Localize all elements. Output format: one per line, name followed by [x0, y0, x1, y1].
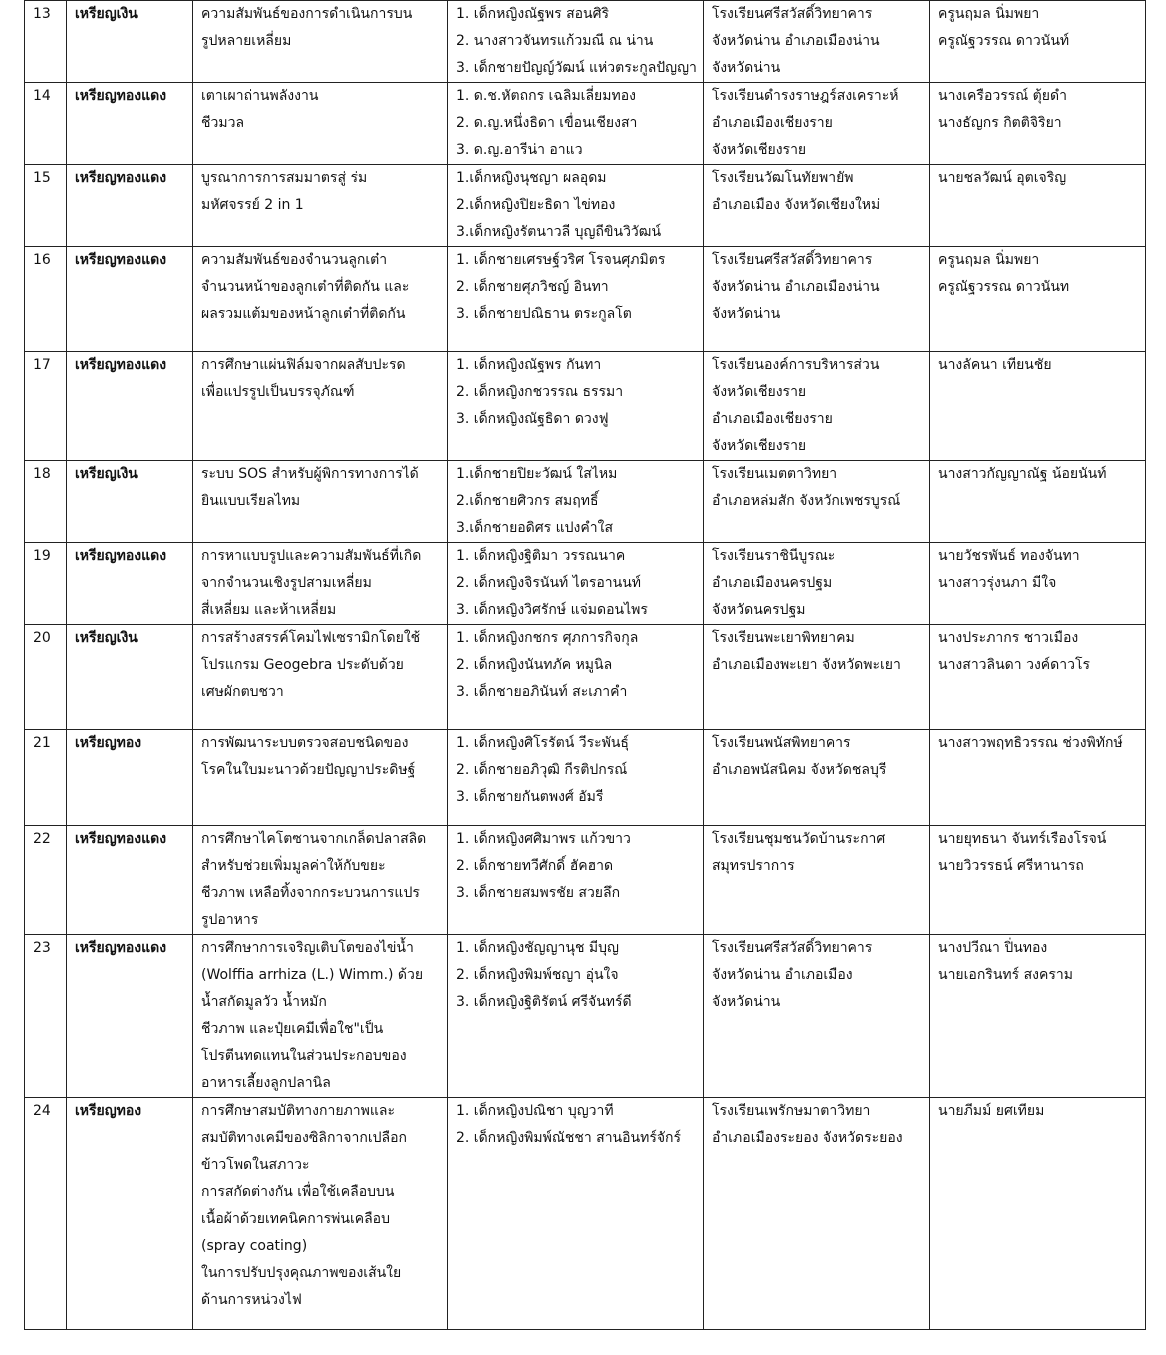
advisor-names-line: นางปวีณา ปิ่นทอง: [938, 940, 1048, 956]
project-title-line: ยินแบบเรียลไทม: [201, 493, 301, 509]
table-row: [25, 826, 1146, 935]
school-name-line: อำเภอเมือง จังหวัดเชียงใหม่: [712, 197, 881, 213]
row-number: 16: [25, 247, 67, 352]
project-title: [193, 352, 448, 461]
advisor-names: [930, 461, 1146, 543]
advisor-names-line: นางเครือวรรณ์ ตุ้ยดำ: [938, 88, 1067, 104]
advisor-names: [930, 543, 1146, 625]
advisor-names: [930, 1, 1146, 83]
student-names-line: 2. เด็กหญิงพิมพ์ชญา อุ่นใจ: [456, 967, 619, 983]
project-title-line: จำนวนหน้าของลูกเต๋าที่ติดกัน และ: [201, 279, 410, 295]
school-name-line: โรงเรียนวัฒโนทัยพายัพ: [712, 170, 854, 186]
project-title-line: ชีวภาพ เหลือทิ้งจากกระบวนการแปร: [201, 885, 420, 901]
school-name: [704, 83, 930, 165]
project-title-line: (spray coating): [201, 1238, 308, 1254]
table-row: [25, 165, 1146, 247]
advisor-names-line: นายภีมม์ ยศเทียม: [938, 1103, 1045, 1119]
row-number: 13: [25, 1, 67, 83]
student-names-line: 2. เด็กหญิงกชวรรณ ธรรมา: [456, 384, 624, 400]
student-names-line: 1. เด็กหญิงปณิชา บุญวาที: [456, 1103, 614, 1119]
student-names: [448, 935, 704, 1098]
project-title: [193, 625, 448, 730]
project-title-line: ชีวภาพ และปุ๋ยเคมีเพื่อใช"เป็น: [201, 1021, 384, 1037]
advisor-names: [930, 730, 1146, 826]
project-title-line: โรคในใบมะนาวด้วยปัญญาประดิษฐ์: [201, 762, 416, 778]
student-names: [448, 1098, 704, 1330]
project-title-line: โปรตีนทดแทนในส่วนประกอบของ: [201, 1048, 407, 1064]
school-name-line: โรงเรียนราชินีบูรณะ: [712, 548, 836, 564]
school-name: [704, 352, 930, 461]
school-name-line: โรงเรียนเพรักษมาตาวิทยา: [712, 1103, 871, 1119]
school-name-line: โรงเรียนศรีสวัสดิ์วิทยาคาร: [712, 252, 873, 268]
project-title-line: รูปหลายเหลี่ยม: [201, 33, 292, 49]
awards-table-body: [25, 1, 1146, 1330]
school-name-line: อำเภอเมืองนครปฐม: [712, 575, 833, 591]
medal-award: เหรียญทองแดง: [67, 935, 193, 1098]
advisor-names-line: นายวัชรพันธ์ ทองจันทา: [938, 548, 1080, 564]
row-number: 20: [25, 625, 67, 730]
student-names-line: 1. ด.ช.หัตถกร เฉลิมเลี่ยมทอง: [456, 88, 636, 104]
advisor-names-line: นายชลวัฒน์ อุตเจริญ: [938, 170, 1067, 186]
medal-award: เหรียญเงิน: [67, 625, 193, 730]
table-row: [25, 935, 1146, 1098]
school-name-line: โรงเรียนพนัสพิทยาคาร: [712, 735, 851, 751]
project-title-line: การสร้างสรรค์โคมไฟเซรามิกโดยใช้: [201, 630, 421, 646]
row-number: 24: [25, 1098, 67, 1330]
student-names: [448, 1, 704, 83]
project-title-line: ข้าวโพดในสภาวะ: [201, 1157, 310, 1173]
project-title-line: การศึกษาสมบัติทางกายภาพและ: [201, 1103, 395, 1119]
advisor-names-line: นางสาวลินดา วงค์ดาวโร: [938, 657, 1091, 673]
project-title-line: เศษผักตบชวา: [201, 684, 284, 700]
student-names-line: 1. เด็กชายเศรษฐ์วริศ โรจนศุภมิตร: [456, 252, 666, 268]
advisor-names: [930, 165, 1146, 247]
school-name-line: จังหวัดเชียงราย: [712, 142, 807, 158]
student-names-line: 2. นางสาวจันทรแก้วมณี ณ น่าน: [456, 33, 654, 49]
table-row: [25, 730, 1146, 826]
project-title-line: ผลรวมแต้มของหน้าลูกเต๋าที่ติดกัน: [201, 306, 406, 322]
advisor-names-line: ครูนฤมล นิ่มพยา: [938, 6, 1040, 22]
row-number: 19: [25, 543, 67, 625]
school-name-line: อำเภอเมืองเชียงราย: [712, 411, 833, 427]
table-row: [25, 83, 1146, 165]
school-name-line: โรงเรียนชุมชนวัดบ้านระกาศ: [712, 831, 886, 847]
advisor-names-line: นางลัคนา เทียนชัย: [938, 357, 1052, 373]
project-title-line: ด้านการหน่วงไฟ: [201, 1292, 302, 1308]
project-title-line: เตาเผาถ่านพลังงาน: [201, 88, 319, 104]
school-name: [704, 247, 930, 352]
advisor-names: [930, 1098, 1146, 1330]
school-name-line: จังหวัดนครปฐม: [712, 602, 806, 618]
student-names-line: 3. เด็กชายสมพรชัย สวยลึก: [456, 885, 621, 901]
student-names: [448, 247, 704, 352]
school-name: [704, 165, 930, 247]
project-title: [193, 165, 448, 247]
student-names-line: 3. เด็กชายปณิธาน ตระกูลโต: [456, 306, 632, 322]
row-number: 22: [25, 826, 67, 935]
student-names-line: 3.เด็กชายอดิศร แปงคำใส: [456, 520, 613, 536]
row-number: 23: [25, 935, 67, 1098]
school-name-line: อำเภอพนัสนิคม จังหวัดชลบุรี: [712, 762, 887, 778]
project-title-line: การพัฒนาระบบตรวจสอบชนิดของ: [201, 735, 409, 751]
medal-award: เหรียญเงิน: [67, 1, 193, 83]
student-names-line: 1. เด็กหญิงณัฐพร สอนศิริ: [456, 6, 609, 22]
advisor-names: [930, 625, 1146, 730]
student-names-line: 3. เด็กหญิงวิศรักษ์ แจ่มดอนไพร: [456, 602, 648, 618]
student-names-line: 1. เด็กหญิงศิโรรัตน์ วีระพันธุ์: [456, 735, 629, 751]
row-number: 17: [25, 352, 67, 461]
student-names-line: 1.เด็กหญิงนุชญา ผลอุดม: [456, 170, 607, 186]
student-names-line: 2. เด็กหญิงจิรนันท์ ไตรอานนท์: [456, 575, 641, 591]
medal-award: เหรียญทอง: [67, 730, 193, 826]
medal-award: เหรียญทองแดง: [67, 352, 193, 461]
project-title-line: ในการปรับปรุงคุณภาพของเส้นใย: [201, 1265, 402, 1281]
table-row: [25, 625, 1146, 730]
school-name: [704, 935, 930, 1098]
school-name-line: อำเภอเมืองระยอง จังหวัดระยอง: [712, 1130, 903, 1146]
school-name-line: โรงเรียนดำรงราษฎร์สงเคราะห์: [712, 88, 899, 104]
project-title: [193, 935, 448, 1098]
project-title: [193, 1098, 448, 1330]
medal-award: เหรียญเงิน: [67, 461, 193, 543]
student-names-line: 2.เด็กหญิงปิยะธิดา ไข่ทอง: [456, 197, 616, 213]
school-name: [704, 1, 930, 83]
school-name-line: จังหวัดน่าน อำเภอเมืองน่าน: [712, 33, 880, 49]
school-name-line: จังหวัดน่าน: [712, 60, 781, 76]
school-name: [704, 1098, 930, 1330]
school-name-line: โรงเรียนองค์การบริหารส่วน: [712, 357, 880, 373]
school-name-line: จังหวัดน่าน อำเภอเมือง: [712, 967, 853, 983]
medal-award: เหรียญทองแดง: [67, 83, 193, 165]
advisor-names-line: นายยุทธนา จันทร์เรืองโรจน์: [938, 831, 1107, 847]
school-name-line: จังหวัดเชียงราย: [712, 438, 807, 454]
student-names-line: 1. เด็กหญิงณัฐพร กันทา: [456, 357, 602, 373]
student-names: [448, 826, 704, 935]
advisor-names: [930, 826, 1146, 935]
project-title-line: รูปอาหาร: [201, 912, 259, 928]
advisor-names-line: นางสาวรุ่งนภา มีใจ: [938, 575, 1057, 591]
advisor-names: [930, 247, 1146, 352]
project-title: [193, 1, 448, 83]
project-title-line: (Wolffia arrhiza (L.) Wimm.) ด้วย: [201, 967, 424, 983]
student-names-line: 3. เด็กหญิงฐิติรัตน์ ศรีจันทร์ดี: [456, 994, 632, 1010]
medal-award: เหรียญทองแดง: [67, 543, 193, 625]
student-names: [448, 165, 704, 247]
project-title-line: เพื่อแปรรูปเป็นบรรจุภัณฑ์: [201, 384, 355, 400]
table-row: [25, 461, 1146, 543]
project-title-line: โปรแกรม Geogebra ประดับด้วย: [201, 657, 404, 673]
advisor-names-line: ครูณัฐวรรณ ดาวนันท์: [938, 33, 1070, 49]
school-name: [704, 461, 930, 543]
student-names-line: 3. เด็กหญิงณัฐธิดา ดวงฟู: [456, 411, 609, 427]
student-names-line: 2. เด็กชายศุภวิชญ์ อินทา: [456, 279, 609, 295]
school-name-line: จังหวัดน่าน: [712, 994, 781, 1010]
project-title-line: ความสัมพันธ์ของการดำเนินการบน: [201, 6, 413, 22]
row-number: 18: [25, 461, 67, 543]
student-names-line: 2. เด็กชายทวีศักดิ์ ฮัคฮาด: [456, 858, 614, 874]
medal-award: เหรียญทองแดง: [67, 165, 193, 247]
awards-table: [24, 0, 1146, 1330]
student-names-line: 3.เด็กหญิงรัตนาวลี บุญถีขินวิวัฒน์: [456, 224, 662, 240]
student-names: [448, 730, 704, 826]
student-names: [448, 543, 704, 625]
advisor-names: [930, 83, 1146, 165]
student-names-line: 1. เด็กหญิงศศิมาพร แก้วขาว: [456, 831, 631, 847]
school-name-line: อำเภอหล่มสัก จังหวักเพชรบูรณ์: [712, 493, 901, 509]
project-title-line: เนื้อผ้าด้วยเทคนิคการพ่นเคลือบ: [201, 1211, 390, 1227]
advisor-names-line: นางประภากร ชาวเมือง: [938, 630, 1079, 646]
student-names-line: 1. เด็กหญิงกชกร ศุภการกิจกุล: [456, 630, 639, 646]
project-title-line: น้ำสกัดมูลวัว น้ำหมัก: [201, 994, 327, 1010]
row-number: 21: [25, 730, 67, 826]
school-name-line: จังหวัดน่าน อำเภอเมืองน่าน: [712, 279, 880, 295]
student-names-line: 3. ด.ญ.อารีน่า อาแว: [456, 142, 583, 158]
student-names: [448, 461, 704, 543]
student-names-line: 3. เด็กชายปัญญ์วัฒน์ แห่วตระกูลปัญญา: [456, 60, 697, 76]
student-names-line: 2. เด็กชายอภิวุฒิ กีรติปกรณ์: [456, 762, 628, 778]
table-row: [25, 1, 1146, 83]
row-number: 15: [25, 165, 67, 247]
student-names-line: 2. ด.ญ.หนึ่งธิดา เขื่อนเชียงสา: [456, 115, 638, 131]
project-title-line: การศึกษาไคโตซานจากเกล็ดปลาสลิด: [201, 831, 427, 847]
student-names-line: 1. เด็กหญิงฐิติมา วรรณนาค: [456, 548, 626, 564]
project-title: [193, 826, 448, 935]
project-title: [193, 730, 448, 826]
medal-award: เหรียญทองแดง: [67, 247, 193, 352]
student-names: [448, 83, 704, 165]
student-names-line: 1. เด็กหญิงชัญญานุช มีบุญ: [456, 940, 619, 956]
advisor-names: [930, 352, 1146, 461]
student-names-line: 2.เด็กชายศิวกร สมฤทธิ์: [456, 493, 599, 509]
student-names: [448, 625, 704, 730]
student-names-line: 2. เด็กหญิงพิมพ์ณัชชา สานอินทร์จักร์: [456, 1130, 682, 1146]
project-title-line: ความสัมพันธ์ของจำนวนลูกเต๋า: [201, 252, 388, 268]
table-row: [25, 543, 1146, 625]
row-number: 14: [25, 83, 67, 165]
project-title-line: การศึกษาการเจริญเติบโตของไข่น้ำ: [201, 940, 414, 956]
project-title-line: จากจำนวนเชิงรูปสามเหลี่ยม: [201, 575, 372, 591]
advisor-names-line: นายเอกรินทร์ สงคราม: [938, 967, 1073, 983]
project-title: [193, 543, 448, 625]
school-name-line: อำเภอเมืองพะเยา จังหวัดพะเยา: [712, 657, 901, 673]
project-title-line: ชีวมวล: [201, 115, 245, 131]
project-title: [193, 83, 448, 165]
school-name: [704, 826, 930, 935]
advisor-names-line: นายวิวรรธน์ ศรีหานารถ: [938, 858, 1084, 874]
table-row: [25, 352, 1146, 461]
project-title-line: สมบัติทางเคมีของซิลิกาจากเปลือก: [201, 1130, 407, 1146]
school-name-line: โรงเรียนศรีสวัสดิ์วิทยาคาร: [712, 940, 873, 956]
table-row: [25, 1098, 1146, 1330]
advisor-names-line: นางธัญกร กิตติจิริยา: [938, 115, 1062, 131]
project-title-line: การศึกษาแผ่นฟิล์มจากผลสับปะรด: [201, 357, 406, 373]
project-title-line: บูรณาการการสมมาตรสู่ ร่ม: [201, 170, 368, 186]
school-name-line: จังหวัดเชียงราย: [712, 384, 807, 400]
advisor-names-line: นางสาวกัญญาณัฐ น้อยนันท์: [938, 466, 1107, 482]
project-title-line: การหาแบบรูปและความสัมพันธ์ที่เกิด: [201, 548, 422, 564]
advisor-names-line: ครูนฤมล นิ่มพยา: [938, 252, 1040, 268]
student-names-line: 2. เด็กหญิงนันทภัค หมูนิล: [456, 657, 613, 673]
advisor-names-line: นางสาวพฤทธิวรรณ ช่วงพิทักษ์: [938, 735, 1123, 751]
advisor-names: [930, 935, 1146, 1098]
school-name-line: โรงเรียนศรีสวัสดิ์วิทยาคาร: [712, 6, 873, 22]
project-title-line: สำหรับช่วยเพิ่มมูลค่าให้กับขยะ: [201, 858, 386, 874]
school-name-line: สมุทรปราการ: [712, 858, 795, 874]
project-title: [193, 247, 448, 352]
school-name: [704, 730, 930, 826]
school-name-line: โรงเรียนเมตตาวิทยา: [712, 466, 838, 482]
project-title-line: ระบบ SOS สำหรับผู้พิการทางการได้: [201, 466, 419, 482]
school-name: [704, 543, 930, 625]
project-title-line: มหัศจรรย์ 2 in 1: [201, 197, 304, 213]
student-names: [448, 352, 704, 461]
student-names-line: 3. เด็กชายกันตพงศ์ อัมรี: [456, 789, 604, 805]
medal-award: เหรียญทองแดง: [67, 826, 193, 935]
medal-award: เหรียญทอง: [67, 1098, 193, 1330]
student-names-line: 1.เด็กชายปิยะวัฒน์ ใสไหม: [456, 466, 618, 482]
advisor-names-line: ครูณัฐวรรณ ดาวนันท: [938, 279, 1070, 295]
table-row: [25, 247, 1146, 352]
school-name-line: โรงเรียนพะเยาพิทยาคม: [712, 630, 855, 646]
project-title-line: สี่เหลี่ยม และห้าเหลี่ยม: [201, 602, 337, 618]
student-names-line: 3. เด็กชายอภินันท์ สะเภาคำ: [456, 684, 628, 700]
project-title-line: อาหารเลี้ยงลูกปลานิล: [201, 1075, 331, 1091]
school-name: [704, 625, 930, 730]
school-name-line: อำเภอเมืองเชียงราย: [712, 115, 833, 131]
school-name-line: จังหวัดน่าน: [712, 306, 781, 322]
project-title-line: การสกัดต่างกัน เพื่อใช้เคลือบบน: [201, 1184, 395, 1200]
project-title: [193, 461, 448, 543]
